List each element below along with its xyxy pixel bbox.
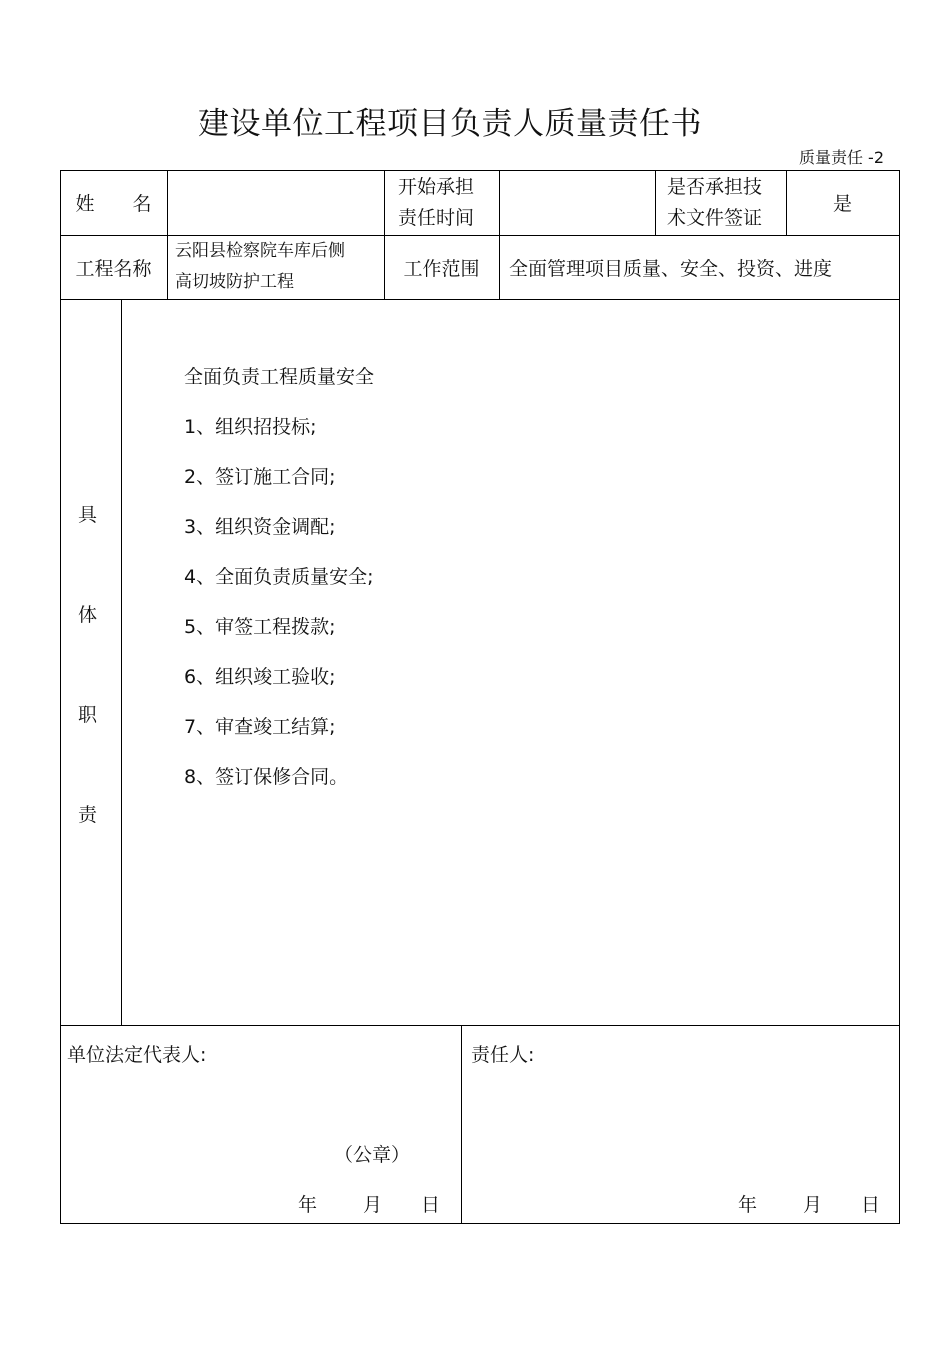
table-border-bottom — [60, 1223, 900, 1224]
column-divider — [655, 170, 656, 235]
table-border-left — [60, 170, 61, 1223]
tech-sign-label: 是否承担技 术文件签证 — [667, 175, 763, 229]
responsible-person-label: 责任人: — [471, 1044, 535, 1066]
row-divider — [60, 1025, 900, 1026]
duties-intro: 全面负责工程质量安全 — [184, 366, 375, 388]
duties-side-label-char: 职 — [78, 704, 98, 726]
tech-sign-value[interactable]: 是 — [832, 193, 852, 215]
duty-item: 3、组织资金调配; — [184, 516, 336, 538]
duties-side-label-char: 体 — [78, 604, 98, 626]
official-seal-label: （公章） — [334, 1144, 411, 1166]
column-divider — [461, 1025, 462, 1223]
duty-item: 6、组织竣工验收; — [184, 666, 336, 688]
duties-side-label-char: 责 — [78, 804, 98, 826]
duty-item: 8、签订保修合同。 — [184, 766, 349, 788]
column-divider — [121, 299, 122, 1025]
right-date-day: 日 — [861, 1194, 881, 1216]
duty-item: 5、审签工程拨款; — [184, 616, 336, 638]
legal-representative-label: 单位法定代表人: — [67, 1044, 207, 1066]
right-date-year: 年 — [738, 1194, 758, 1216]
duties-side-label-char: 具 — [78, 504, 98, 526]
project-name-value: 云阳县检察院车库后侧 高切坡防护工程 — [175, 241, 345, 292]
duty-item: 1、组织招投标; — [184, 416, 317, 438]
name-label: 姓 名 — [75, 193, 152, 215]
name-field[interactable] — [167, 170, 384, 235]
right-date-month: 月 — [803, 1194, 823, 1216]
table-border-right — [899, 170, 900, 1223]
project-name-label: 工程名称 — [75, 257, 152, 280]
left-date-day: 日 — [421, 1194, 441, 1216]
start-time-label: 开始承担 责任时间 — [398, 175, 475, 229]
duty-item: 4、全面负责质量安全; — [184, 566, 374, 588]
document-number: 质量责任 -2 — [798, 148, 884, 167]
start-time-field[interactable] — [499, 170, 655, 235]
left-date-year: 年 — [298, 1194, 318, 1216]
duty-item: 2、签订施工合同; — [184, 466, 336, 488]
document-title: 建设单位工程项目负责人质量责任书 — [198, 106, 702, 142]
left-date-month: 月 — [363, 1194, 383, 1216]
duty-item: 7、审查竣工结算; — [184, 716, 336, 738]
work-scope-label: 工作范围 — [403, 257, 480, 280]
row-divider — [60, 299, 900, 300]
work-scope-value: 全面管理项目质量、安全、投资、进度 — [509, 257, 833, 280]
